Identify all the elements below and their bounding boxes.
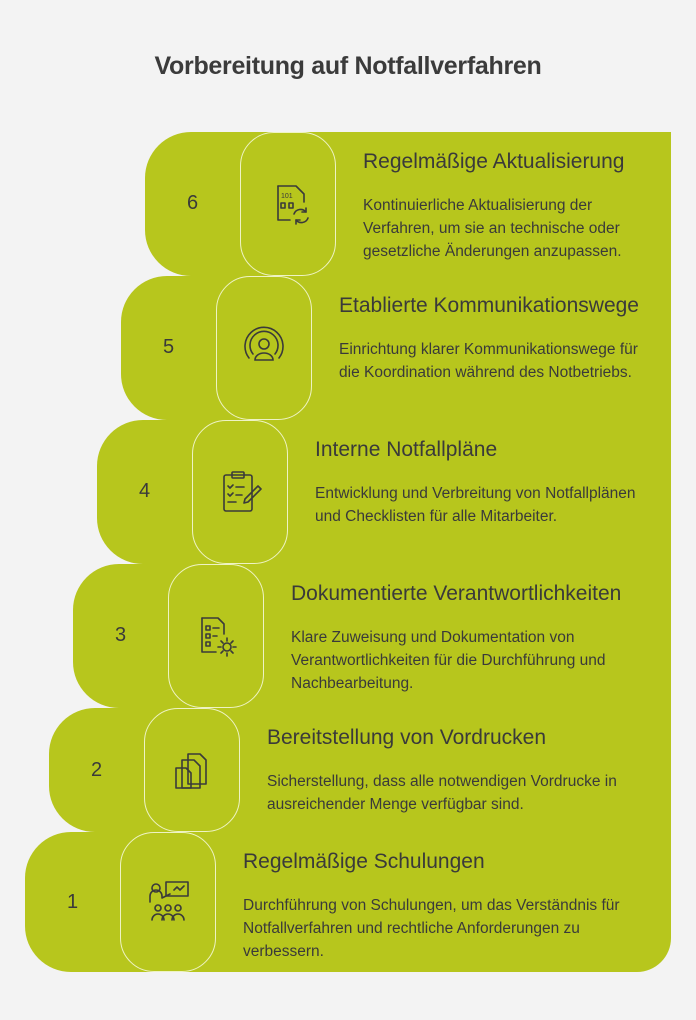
step-description: Sicherstellung, dass alle notwendigen Vordrucke in ausreichender Menge verfügbar sind. [267,773,617,813]
step-number: 1 [66,890,79,913]
step-heading: Dokumentierte Verantwortlichkeiten [291,582,622,605]
clipboard-edit-icon [214,466,266,518]
step-6 [145,132,671,276]
step-icon-cell [192,420,288,564]
document-gear-icon [190,610,242,662]
step-number: 3 [114,623,127,646]
step-number: 4 [138,479,151,502]
page-title: Vorbereitung auf Notfallverfahren [154,52,542,80]
step-icon-cell [144,708,240,832]
step-heading: Etablierte Kommunikationswege [339,294,639,317]
step-icon-cell [240,132,336,276]
step-description: Einrichtung klarer Kommunikationswege für die Koordination während des Notbetriebs. [339,341,638,381]
file-refresh-icon [262,178,314,230]
step-2 [49,708,671,832]
step-number: 2 [90,758,103,781]
training-group-icon [142,876,194,928]
step-1 [25,832,671,972]
broadcast-user-icon [238,322,290,374]
step-heading: Interne Notfallpläne [315,438,498,461]
step-heading: Regelmäßige Schulungen [243,850,485,873]
stacked-forms-icon [166,744,218,796]
step-icon-cell [120,832,216,972]
step-icon-cell [168,564,264,708]
step-heading: Bereitstellung von Vordrucken [267,726,546,749]
step-description: Entwicklung und Verbreitung von Notfallplänen und Checklisten für alle Mitarbeiter. [315,485,636,525]
step-heading: Regelmäßige Aktualisierung [363,150,625,173]
step-icon-cell [216,276,312,420]
step-5 [121,276,671,420]
step-number: 5 [162,335,175,358]
step-description: Durchführung von Schulungen, um das Verständnis für Notfallverfahren und rechtliche Anforderungen zu verbessern. [243,897,620,960]
step-description: Kontinuierliche Aktualisierung der Verfahren, um sie an technische oder gesetzliche Änderungen anzupassen. [363,197,622,260]
step-3 [73,564,671,708]
step-number: 6 [186,191,199,214]
step-4 [97,420,671,564]
step-description: Klare Zuweisung und Dokumentation von Verantwortlichkeiten für die Durchführung und Nachbearbeitung. [291,629,606,692]
svg-text:101: 101 [281,193,293,200]
